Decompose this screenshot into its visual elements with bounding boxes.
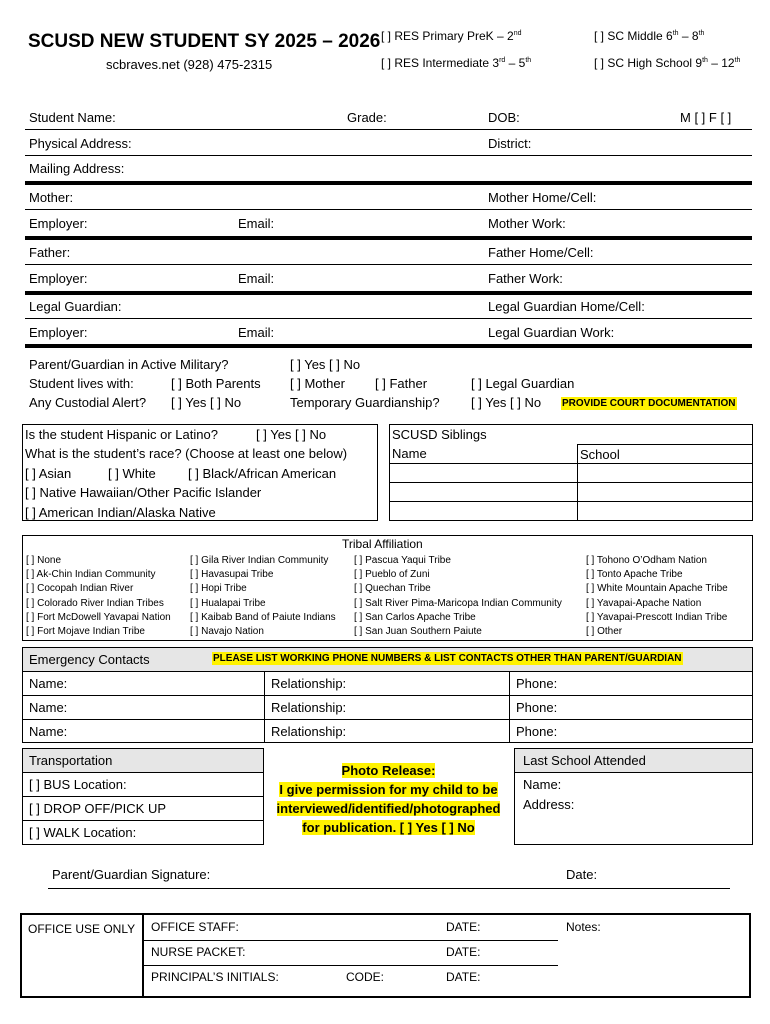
- form-title: SCUSD NEW STUDENT SY 2025 – 2026: [28, 31, 381, 52]
- office-divider: [142, 913, 144, 998]
- temp-guardianship-label: Temporary Guardianship?: [290, 395, 440, 410]
- tribal-title: Tribal Affiliation: [342, 537, 423, 551]
- emergency-title: Emergency Contacts: [29, 651, 150, 667]
- tribe-option[interactable]: [ ] Colorado River Indian Tribes: [26, 597, 164, 609]
- student-name-label: Student Name:: [29, 110, 116, 125]
- siblings-col-school: School: [578, 445, 753, 464]
- guardian-work-label: Legal Guardian Work:: [488, 325, 615, 340]
- tribe-option[interactable]: [ ] Navajo Nation: [190, 626, 264, 638]
- race-american-indian[interactable]: [ ] American Indian/Alaska Native: [25, 505, 216, 520]
- tribe-option[interactable]: [ ] None: [26, 555, 62, 566]
- race-question: What is the student’s race? (Choose at least one below): [25, 446, 348, 461]
- tribe-option[interactable]: [ ] Yavapai-Prescott Indian Tribe: [586, 611, 728, 623]
- last-school-table: [514, 748, 753, 845]
- emergency-phone-cell[interactable]: Phone:: [510, 720, 753, 743]
- tribe-option[interactable]: [ ] Pueblo of Zuni: [354, 569, 430, 581]
- mother-employer-label: Employer:: [29, 216, 88, 231]
- photo-release-options[interactable]: for publication. [ ] Yes [ ] No: [302, 820, 475, 835]
- sibling-school-cell[interactable]: [578, 464, 753, 483]
- thick-divider: [25, 291, 752, 295]
- guardian-home-label: Legal Guardian Home/Cell:: [488, 299, 645, 314]
- tribe-option[interactable]: [ ] Fort Mojave Indian Tribe: [26, 626, 145, 638]
- checkbox-res-primary[interactable]: [ ] RES Primary PreK – 2nd: [381, 29, 522, 43]
- photo-release-line: I give permission for my child to be: [279, 782, 498, 797]
- mother-work-label: Mother Work:: [488, 216, 566, 231]
- signature-line[interactable]: [48, 888, 730, 889]
- hispanic-options[interactable]: [ ] Yes [ ] No: [256, 427, 327, 442]
- photo-release-line: interviewed/identified/photographed: [276, 801, 501, 816]
- emergency-note: PLEASE LIST WORKING PHONE NUMBERS & LIST CONTACTS OTHER THAN PARENT/GUARDIAN: [213, 653, 682, 664]
- last-school-title: Last School Attended: [515, 749, 753, 773]
- tribe-option[interactable]: [ ] Havasupai Tribe: [190, 569, 274, 581]
- custodial-alert-options[interactable]: [ ] Yes [ ] No: [171, 395, 242, 410]
- court-documentation-note: PROVIDE COURT DOCUMENTATION: [562, 398, 736, 409]
- temp-guardianship-options[interactable]: [ ] Yes [ ] No: [471, 395, 542, 410]
- transportation-title: Transportation: [23, 749, 264, 773]
- tribe-option[interactable]: [ ] Quechan Tribe: [354, 583, 431, 595]
- sibling-name-cell[interactable]: [390, 502, 578, 521]
- tribe-option[interactable]: [ ] Fort McDowell Yavapai Nation: [26, 611, 171, 623]
- tribal-column-3: [354, 554, 562, 639]
- emergency-header: [23, 648, 753, 672]
- emergency-name-cell[interactable]: Name:: [23, 696, 265, 720]
- lives-with-father[interactable]: [ ] Father: [375, 376, 428, 391]
- tribal-column-2: [190, 554, 336, 639]
- guardian-email-label: Email:: [238, 325, 275, 340]
- thick-divider: [25, 344, 752, 348]
- divider: [144, 940, 558, 941]
- tribe-option[interactable]: [ ] Pascua Yaqui Tribe: [354, 555, 451, 566]
- father-home-label: Father Home/Cell:: [488, 245, 594, 260]
- divider: [25, 209, 752, 210]
- gender-checkboxes[interactable]: M [ ] F [ ]: [680, 110, 732, 125]
- emergency-name-cell[interactable]: Name:: [23, 672, 265, 696]
- tribal-column-4: [586, 554, 728, 639]
- divider: [25, 318, 752, 319]
- sibling-name-cell[interactable]: [390, 464, 578, 483]
- tribal-column-1: [26, 554, 171, 639]
- emergency-phone-cell[interactable]: Phone:: [510, 696, 753, 720]
- transport-dropoff[interactable]: [ ] DROP OFF/PICK UP: [23, 797, 264, 821]
- race-white[interactable]: [ ] White: [108, 466, 156, 481]
- lives-with-mother[interactable]: [ ] Mother: [290, 376, 345, 391]
- transportation-table: [22, 748, 264, 845]
- divider: [25, 264, 752, 265]
- emergency-relationship-cell[interactable]: Relationship:: [265, 672, 510, 696]
- military-options[interactable]: [ ] Yes [ ] No: [290, 357, 361, 372]
- signature-label: Parent/Guardian Signature:: [52, 867, 211, 882]
- tribe-option[interactable]: [ ] Tonto Apache Tribe: [586, 569, 683, 581]
- transport-bus[interactable]: [ ] BUS Location:: [23, 773, 264, 797]
- physical-address-label: Physical Address:: [29, 136, 132, 151]
- siblings-title: SCUSD Siblings: [390, 425, 753, 445]
- office-use-title: OFFICE USE ONLY: [28, 922, 136, 936]
- office-date-label: DATE:: [446, 920, 481, 934]
- siblings-table: [389, 424, 753, 521]
- sibling-school-cell[interactable]: [578, 502, 753, 521]
- tribe-option[interactable]: [ ] Tohono O’Odham Nation: [586, 555, 707, 566]
- nurse-date-label: DATE:: [446, 945, 481, 959]
- tribe-option[interactable]: [ ] Salt River Pima-Maricopa Indian Community: [354, 597, 562, 609]
- lives-with-legal-guardian[interactable]: [ ] Legal Guardian: [471, 376, 575, 391]
- last-school-address[interactable]: Address:: [515, 797, 753, 845]
- district-label: District:: [488, 136, 532, 151]
- custodial-alert-label: Any Custodial Alert?: [29, 395, 147, 410]
- checkbox-res-intermediate[interactable]: [ ] RES Intermediate 3rd – 5th: [381, 56, 532, 70]
- tribe-option[interactable]: [ ] Hualapai Tribe: [190, 597, 266, 609]
- tribe-option[interactable]: [ ] Kaibab Band of Paiute Indians: [190, 611, 336, 623]
- tribe-option[interactable]: [ ] Yavapai-Apache Nation: [586, 597, 702, 609]
- emergency-contacts-table: [22, 647, 753, 743]
- tribe-option[interactable]: [ ] Gila River Indian Community: [190, 555, 329, 566]
- sibling-name-cell[interactable]: [390, 483, 578, 502]
- grade-label: Grade:: [347, 110, 387, 125]
- transport-walk[interactable]: [ ] WALK Location:: [23, 821, 264, 845]
- tribe-option[interactable]: [ ] Cocopah Indian River: [26, 583, 134, 595]
- photo-release-title: Photo Release:: [341, 763, 436, 778]
- tribe-option[interactable]: [ ] White Mountain Apache Tribe: [586, 583, 728, 595]
- dob-label: DOB:: [488, 110, 520, 125]
- emergency-phone-cell[interactable]: Phone:: [510, 672, 753, 696]
- father-label: Father:: [29, 245, 71, 260]
- emergency-relationship-cell[interactable]: Relationship:: [265, 696, 510, 720]
- hispanic-question: Is the student Hispanic or Latino?: [25, 427, 218, 442]
- guardian-label: Legal Guardian:: [29, 299, 122, 314]
- military-question: Parent/Guardian in Active Military?: [29, 357, 229, 372]
- tribe-option[interactable]: [ ] Ak-Chin Indian Community: [26, 569, 156, 581]
- mailing-address-label: Mailing Address:: [29, 161, 125, 176]
- emergency-relationship-cell[interactable]: Relationship:: [265, 720, 510, 743]
- guardian-employer-label: Employer:: [29, 325, 88, 340]
- father-email-label: Email:: [238, 271, 275, 286]
- mother-label: Mother:: [29, 190, 74, 205]
- siblings-col-name: Name: [390, 445, 578, 464]
- tribe-option[interactable]: [ ] San Juan Southern Paiute: [354, 626, 482, 638]
- office-notes-label: Notes:: [566, 920, 601, 934]
- school-contact: scbraves.net (928) 475-2315: [106, 57, 273, 72]
- office-staff-label: OFFICE STAFF:: [151, 920, 239, 934]
- lives-with-both-parents[interactable]: [ ] Both Parents: [171, 376, 261, 391]
- signature-date-label: Date:: [566, 867, 598, 882]
- mother-email-label: Email:: [238, 216, 275, 231]
- sibling-school-cell[interactable]: [578, 483, 753, 502]
- lives-with-label: Student lives with:: [29, 376, 134, 391]
- race-hawaiian[interactable]: [ ] Native Hawaiian/Other Pacific Islander: [25, 485, 262, 500]
- father-employer-label: Employer:: [29, 271, 88, 286]
- principal-initials-label: PRINCIPAL’S INITIALS:: [151, 970, 279, 984]
- checkbox-sc-middle[interactable]: [ ] SC Middle 6th – 8th: [594, 29, 705, 43]
- tribe-option[interactable]: [ ] Hopi Tribe: [190, 583, 247, 595]
- father-work-label: Father Work:: [488, 271, 563, 286]
- mother-home-label: Mother Home/Cell:: [488, 190, 597, 205]
- divider: [144, 965, 558, 966]
- photo-release-block: [266, 761, 511, 837]
- thick-divider: [25, 181, 752, 185]
- last-school-name[interactable]: Name:: [515, 773, 753, 797]
- code-label: CODE:: [346, 970, 385, 984]
- principal-date-label: DATE:: [446, 970, 481, 984]
- thick-divider: [25, 236, 752, 240]
- tribe-option[interactable]: [ ] San Carlos Apache Tribe: [354, 611, 476, 623]
- tribe-option[interactable]: [ ] Other: [586, 626, 623, 638]
- checkbox-sc-high[interactable]: [ ] SC High School 9th – 12th: [594, 56, 741, 70]
- emergency-name-cell[interactable]: Name:: [23, 720, 265, 743]
- race-black[interactable]: [ ] Black/African American: [188, 466, 337, 481]
- nurse-packet-label: NURSE PACKET:: [151, 945, 246, 959]
- divider: [25, 155, 752, 156]
- race-asian[interactable]: [ ] Asian: [25, 466, 72, 481]
- divider: [25, 129, 752, 130]
